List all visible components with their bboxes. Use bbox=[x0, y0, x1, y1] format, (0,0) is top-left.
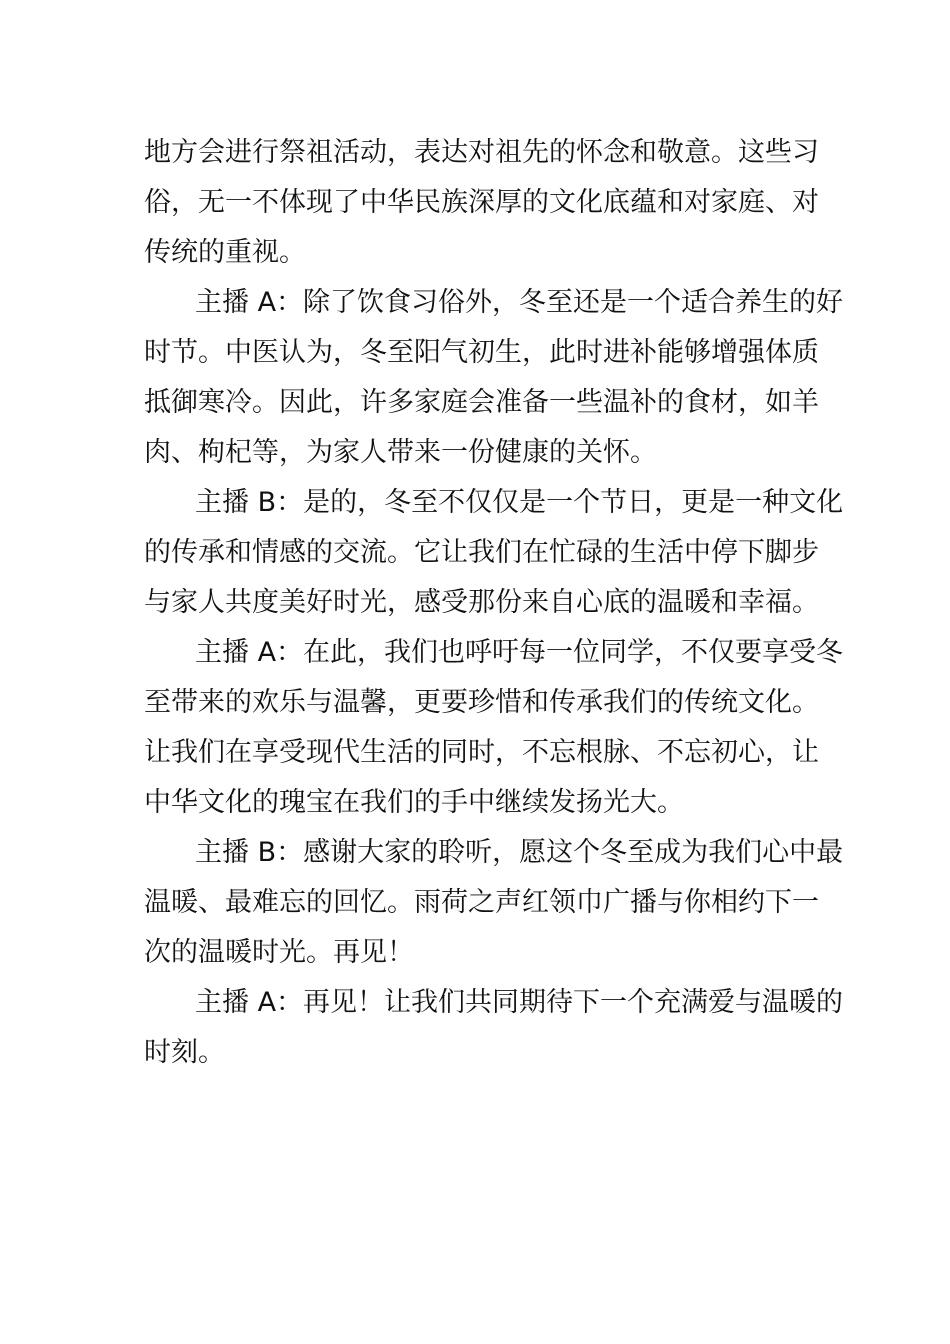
paragraph-first-line: 主播 A：除了饮食习俗外，冬至还是一个适合养生的好 bbox=[195, 287, 844, 318]
paragraph-line: 传统的重视。 bbox=[144, 237, 306, 268]
paragraph-first-line: 主播 A：在此，我们也呼吁每一位同学，不仅要享受冬 bbox=[195, 637, 844, 668]
paragraph-first-line: 主播 B：感谢大家的聆听，愿这个冬至成为我们心中最 bbox=[195, 837, 844, 868]
paragraph-line: 俗，无一不体现了中华民族深厚的文化底蕴和对家庭、对 bbox=[144, 187, 819, 218]
document-page bbox=[144, 128, 844, 1078]
paragraph-line: 与家人共度美好时光，感受那份来自心底的温暖和幸福。 bbox=[144, 587, 819, 618]
paragraph-line: 让我们在享受现代生活的同时，不忘根脉、不忘初心，让 bbox=[144, 737, 819, 768]
paragraph-line: 地方会进行祭祖活动，表达对祖先的怀念和敬意。这些习 bbox=[144, 137, 819, 168]
paragraph-first-line: 主播 B：是的，冬至不仅仅是一个节日，更是一种文化 bbox=[195, 487, 844, 518]
paragraph-line: 温暖、最难忘的回忆。雨荷之声红领巾广播与你相约下一 bbox=[144, 887, 819, 918]
paragraph-line: 抵御寒冷。因此，许多家庭会准备一些温补的食材，如羊 bbox=[144, 387, 819, 418]
paragraph-line: 中华文化的瑰宝在我们的手中继续发扬光大。 bbox=[144, 787, 684, 818]
paragraph-first-line: 主播 A：再见！让我们共同期待下一个充满爱与温暖的 bbox=[195, 987, 844, 1018]
paragraph-line: 肉、枸杞等，为家人带来一份健康的关怀。 bbox=[144, 437, 657, 468]
paragraph-line: 至带来的欢乐与温馨，更要珍惜和传承我们的传统文化。 bbox=[144, 687, 819, 718]
paragraph-line: 时刻。 bbox=[144, 1037, 225, 1068]
paragraph-line: 时节。中医认为，冬至阳气初生，此时进补能够增强体质 bbox=[144, 337, 819, 368]
paragraph-line: 次的温暖时光。再见！ bbox=[144, 937, 414, 968]
paragraph-line: 的传承和情感的交流。它让我们在忙碌的生活中停下脚步 bbox=[144, 537, 819, 568]
